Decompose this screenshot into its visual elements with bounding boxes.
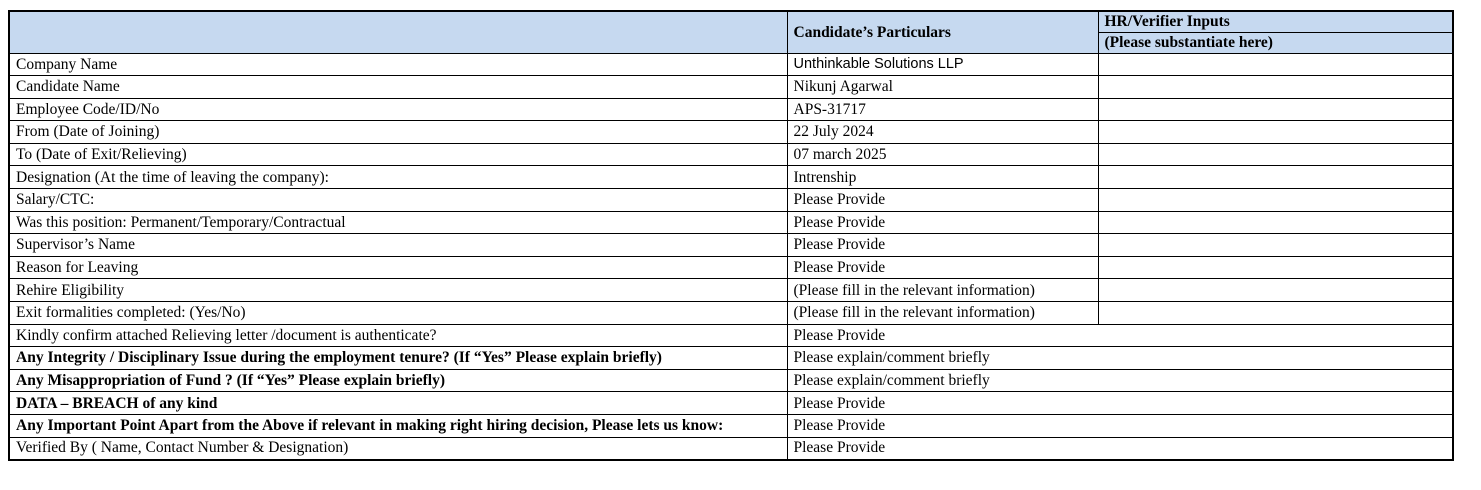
hr-verifier-input-cell[interactable] [1098,143,1453,166]
table-row [9,302,1453,325]
hr-verifier-input-cell[interactable] [1098,76,1453,99]
header-empty-cell [9,11,787,53]
candidate-particulars-cell[interactable]: Please Provide [787,234,1098,257]
table-row [9,98,1453,121]
table-row [9,279,1453,302]
field-label: Exit formalities completed: (Yes/No) [9,302,787,325]
candidate-particulars-cell[interactable]: 07 march 2025 [787,143,1098,166]
candidate-particulars-cell[interactable]: APS-31717 [787,98,1098,121]
table-row [9,324,1453,347]
table-row [9,143,1453,166]
field-label: Any Misappropriation of Fund ? (If “Yes” Please explain briefly) [9,369,787,392]
candidate-particulars-cell[interactable]: Please explain/comment briefly [787,369,1453,392]
candidate-particulars-cell[interactable]: Nikunj Agarwal [787,76,1098,99]
table-row [9,211,1453,234]
table-row [9,256,1453,279]
candidate-particulars-cell[interactable]: Please Provide [787,211,1098,234]
candidate-particulars-cell[interactable]: Please Provide [787,324,1453,347]
hr-verifier-input-cell[interactable] [1098,189,1453,212]
field-label: DATA – BREACH of any kind [9,392,787,415]
table-row [9,121,1453,144]
table-row [9,392,1453,415]
table-row [9,166,1453,189]
header-row-1 [9,11,1453,32]
candidate-particulars-cell[interactable]: Unthinkable Solutions LLP [787,53,1098,76]
candidate-particulars-cell[interactable]: 22 July 2024 [787,121,1098,144]
candidate-particulars-cell[interactable]: (Please fill in the relevant information) [787,279,1098,302]
table-row [9,415,1453,438]
field-label: Designation (At the time of leaving the company): [9,166,787,189]
field-label: Employee Code/ID/No [9,98,787,121]
candidate-particulars-cell[interactable]: Please Provide [787,392,1453,415]
table-row [9,437,1453,460]
header-candidate-particulars: Candidate’s Particulars [787,11,1098,53]
field-label: Supervisor’s Name [9,234,787,257]
hr-verifier-input-cell[interactable] [1098,98,1453,121]
field-label: Salary/CTC: [9,189,787,212]
table-body [9,53,1453,460]
candidate-particulars-cell[interactable]: (Please fill in the relevant information) [787,302,1098,325]
field-label: Reason for Leaving [9,256,787,279]
verification-table [8,10,1454,461]
hr-verifier-input-cell[interactable] [1098,256,1453,279]
candidate-particulars-cell[interactable]: Please Provide [787,256,1098,279]
field-label: Candidate Name [9,76,787,99]
hr-verifier-input-cell[interactable] [1098,211,1453,234]
candidate-particulars-cell[interactable]: Please Provide [787,437,1453,460]
hr-verifier-input-cell[interactable] [1098,234,1453,257]
header-hr-verifier-inputs: HR/Verifier Inputs [1098,11,1453,32]
candidate-particulars-cell[interactable]: Please Provide [787,189,1098,212]
hr-verifier-input-cell[interactable] [1098,53,1453,76]
field-label: Kindly confirm attached Relieving letter /document is authenticate? [9,324,787,347]
field-label: Any Integrity / Disciplinary Issue during the employment tenure? (If “Yes” Please explain briefly) [9,347,787,370]
field-label: From (Date of Joining) [9,121,787,144]
header-please-substantiate: (Please substantiate here) [1098,32,1453,53]
field-label: Was this position: Permanent/Temporary/Contractual [9,211,787,234]
field-label: Company Name [9,53,787,76]
table-header [9,11,1453,53]
field-label: To (Date of Exit/Relieving) [9,143,787,166]
table-row [9,234,1453,257]
table-row [9,369,1453,392]
hr-verifier-input-cell[interactable] [1098,302,1453,325]
table-row [9,76,1453,99]
hr-verifier-input-cell[interactable] [1098,279,1453,302]
field-label: Rehire Eligibility [9,279,787,302]
field-label: Any Important Point Apart from the Above if relevant in making right hiring decision, Please lets us know: [9,415,787,438]
candidate-particulars-cell[interactable]: Intrenship [787,166,1098,189]
hr-verifier-input-cell[interactable] [1098,166,1453,189]
candidate-particulars-cell[interactable]: Please Provide [787,415,1453,438]
table-row [9,189,1453,212]
candidate-particulars-cell[interactable]: Please explain/comment briefly [787,347,1453,370]
field-label: Verified By ( Name, Contact Number & Designation) [9,437,787,460]
table-row [9,53,1453,76]
table-row [9,347,1453,370]
hr-verifier-input-cell[interactable] [1098,121,1453,144]
